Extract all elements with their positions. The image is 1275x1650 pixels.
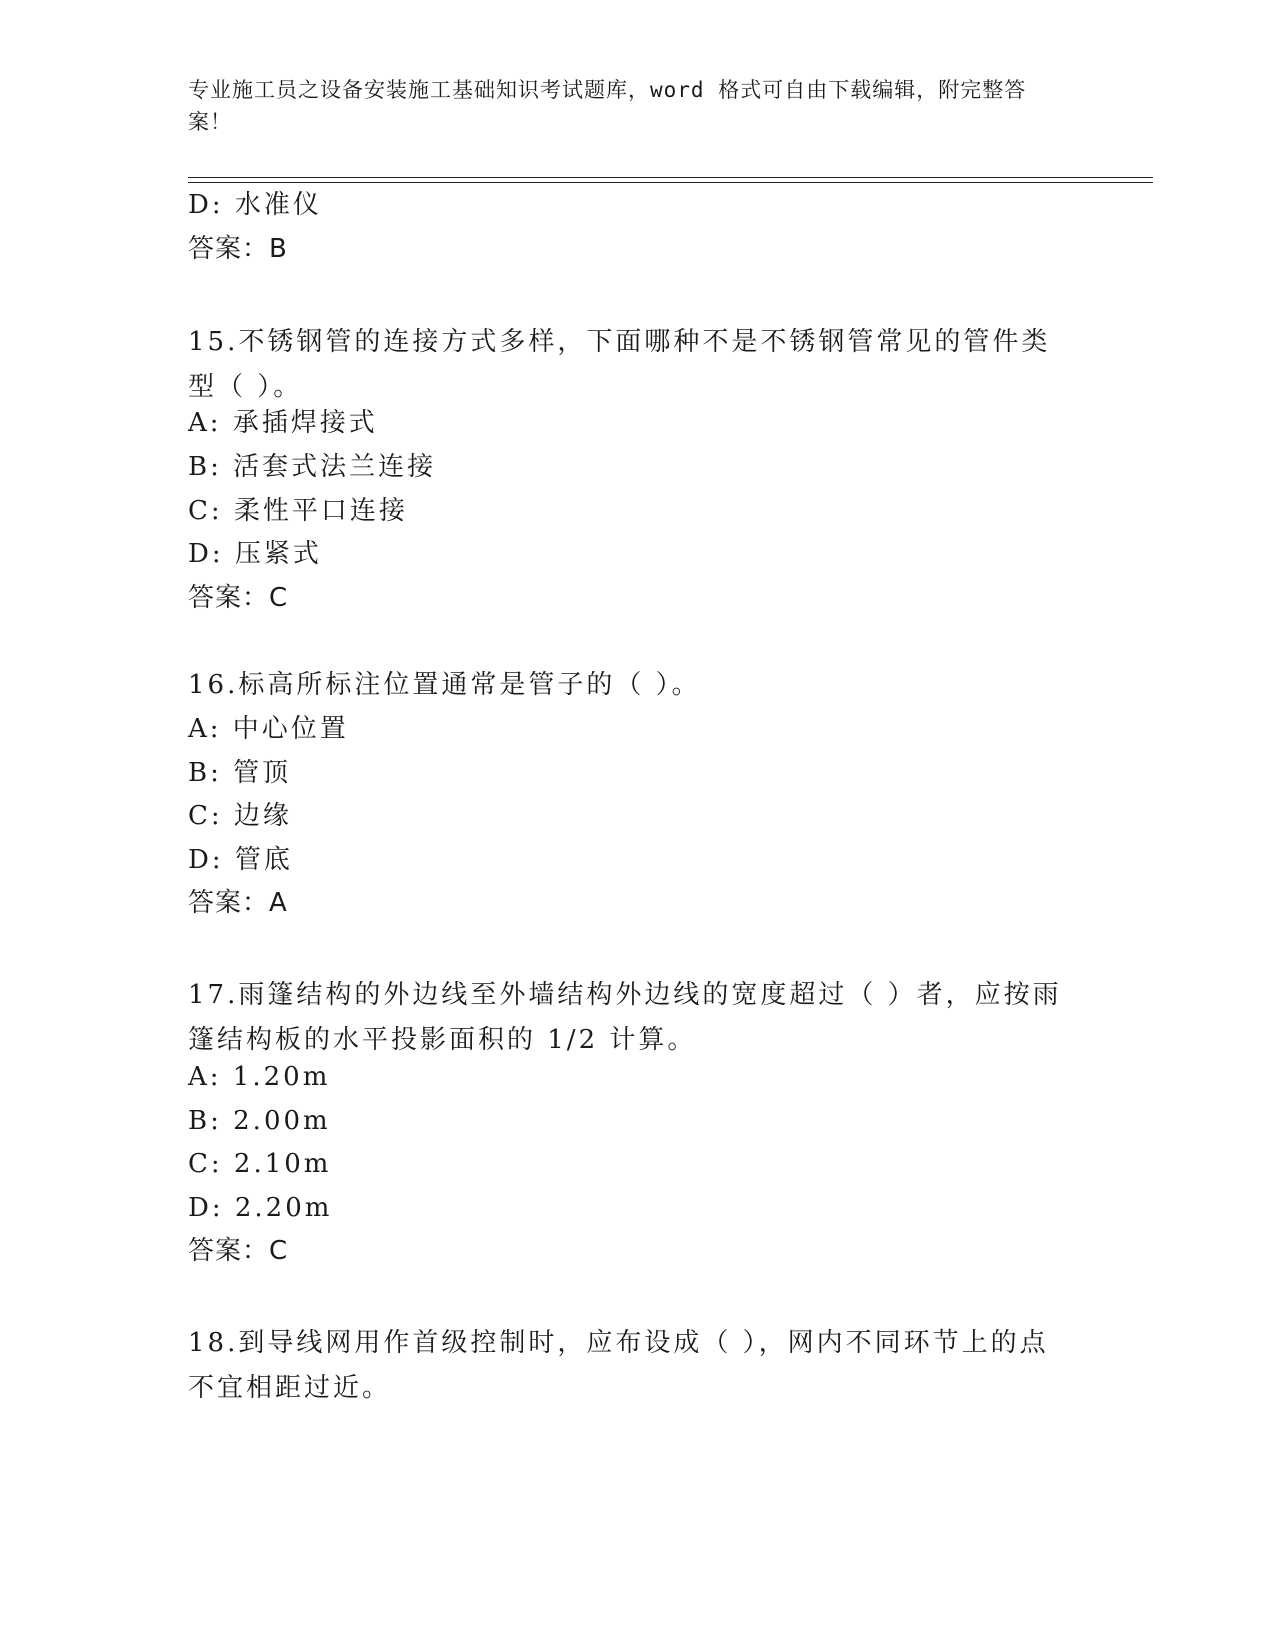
q16-option-b: B: 管顶 (188, 758, 292, 788)
q15-option-a: A: 承插焊接式 (188, 408, 378, 438)
q16-answer: 答案：A (188, 888, 288, 918)
q14-option-d: D: 水准仪 (188, 190, 322, 220)
q17-answer: 答案：C (188, 1236, 289, 1266)
q16-option-c: C: 边缘 (188, 801, 292, 831)
q15-answer: 答案：C (188, 583, 289, 613)
q15-stem: 15.不锈钢管的连接方式多样，下面哪种不是不锈钢管常见的管件类型（ ）。 (188, 327, 1051, 402)
q15-option-d: D: 压紧式 (188, 539, 322, 569)
q14-answer: 答案：B (188, 234, 288, 264)
header-rule-bottom (188, 182, 1153, 183)
q17-stem: 17.雨篷结构的外边线至外墙结构外边线的宽度超过（ ）者，应按雨篷结构板的水平投影面积的 1/2 计算。 (188, 980, 1062, 1055)
header-rule-top (188, 177, 1153, 178)
q15-option-b: B: 活套式法兰连接 (188, 452, 437, 482)
q17-option-b: B: 2.00m (188, 1106, 331, 1136)
q15-option-c: C: 柔性平口连接 (188, 496, 408, 526)
q17-option-d: D: 2.20m (188, 1193, 333, 1223)
q17-option-a: A: 1.20m (188, 1062, 331, 1092)
q16-option-d: D: 管底 (188, 845, 293, 875)
q16-stem: 16.标高所标注位置通常是管子的（ ）。 (188, 670, 701, 700)
q16-option-a: A: 中心位置 (188, 714, 349, 744)
q17-option-c: C: 2.10m (188, 1149, 332, 1179)
document-header: 专业施工员之设备安装施工基础知识考试题库，word 格式可自由下载编辑，附完整答案！ (188, 78, 1027, 134)
q18-stem: 18.到导线网用作首级控制时，应布设成（ ），网内不同环节上的点不宜相距过近。 (188, 1328, 1049, 1403)
